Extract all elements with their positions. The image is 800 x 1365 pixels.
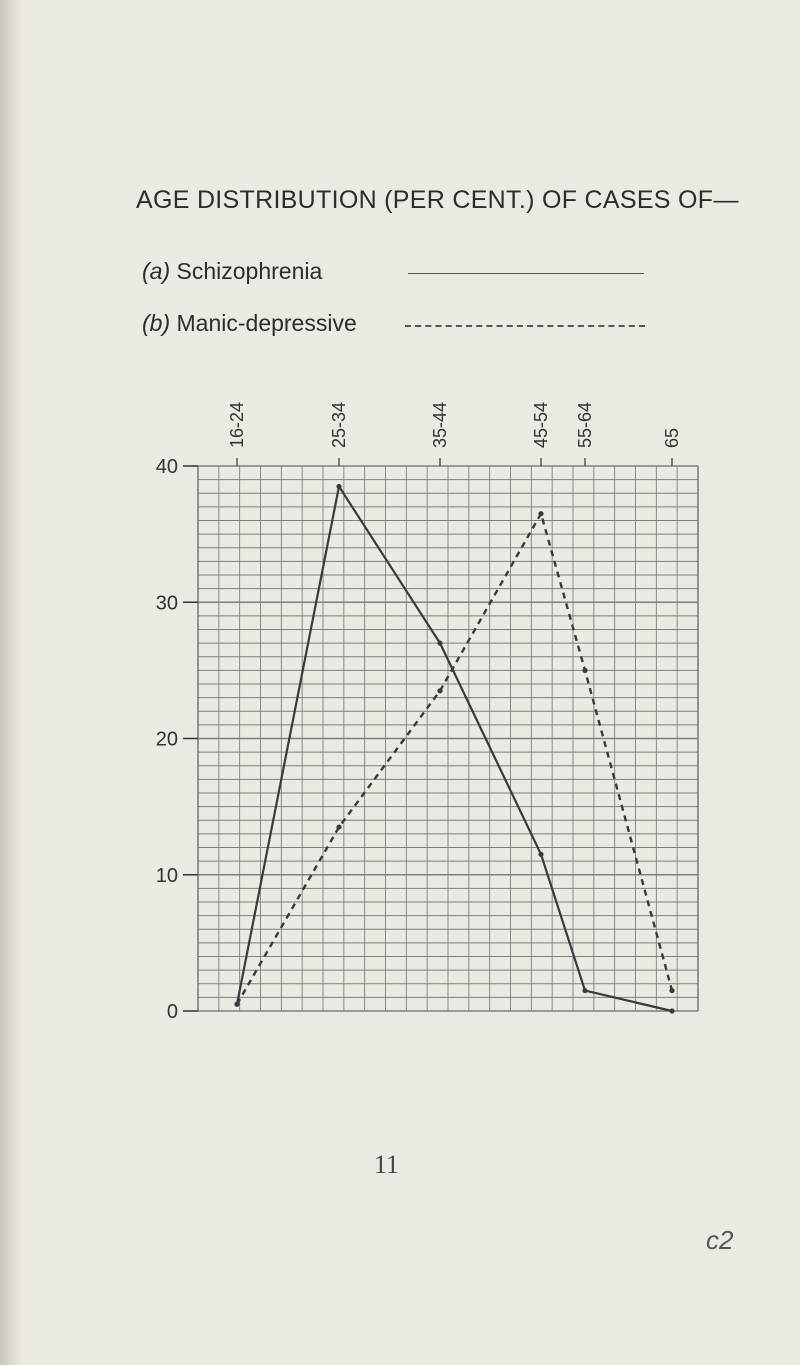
page-number: 11 [374,1150,400,1179]
corner-mark: c2 [706,1225,734,1255]
data-point [538,852,543,857]
data-point [336,484,341,489]
data-point [538,511,543,516]
legend-tag: (b) [142,310,171,336]
y-tick-label: 30 [155,592,178,615]
data-point [234,1002,239,1007]
x-category-label: 16-24 [227,401,247,448]
y-tick-label: 0 [166,1001,178,1023]
y-tick-label: 40 [155,456,178,478]
x-category-label: 25-34 [329,401,349,448]
legend-label: Manic-depressive [176,310,357,336]
x-category-label: 45-54 [531,401,551,448]
x-category-label: 35-44 [430,401,450,448]
legend-label: Schizophrenia [176,258,323,284]
legend-tag: (a) [142,258,171,284]
chart-title: AGE DISTRIBUTION (PER CENT.) OF CASES OF— [136,186,739,214]
data-point [582,988,587,993]
data-point [336,824,341,829]
data-point [669,988,674,993]
data-point [582,668,587,673]
data-point [437,641,442,646]
data-point [437,688,442,693]
x-category-label: 55-64 [575,401,595,448]
x-category-label: 65 [662,427,682,448]
y-tick-label: 10 [155,864,178,887]
y-tick-label: 20 [155,728,178,751]
data-point [669,1008,674,1013]
